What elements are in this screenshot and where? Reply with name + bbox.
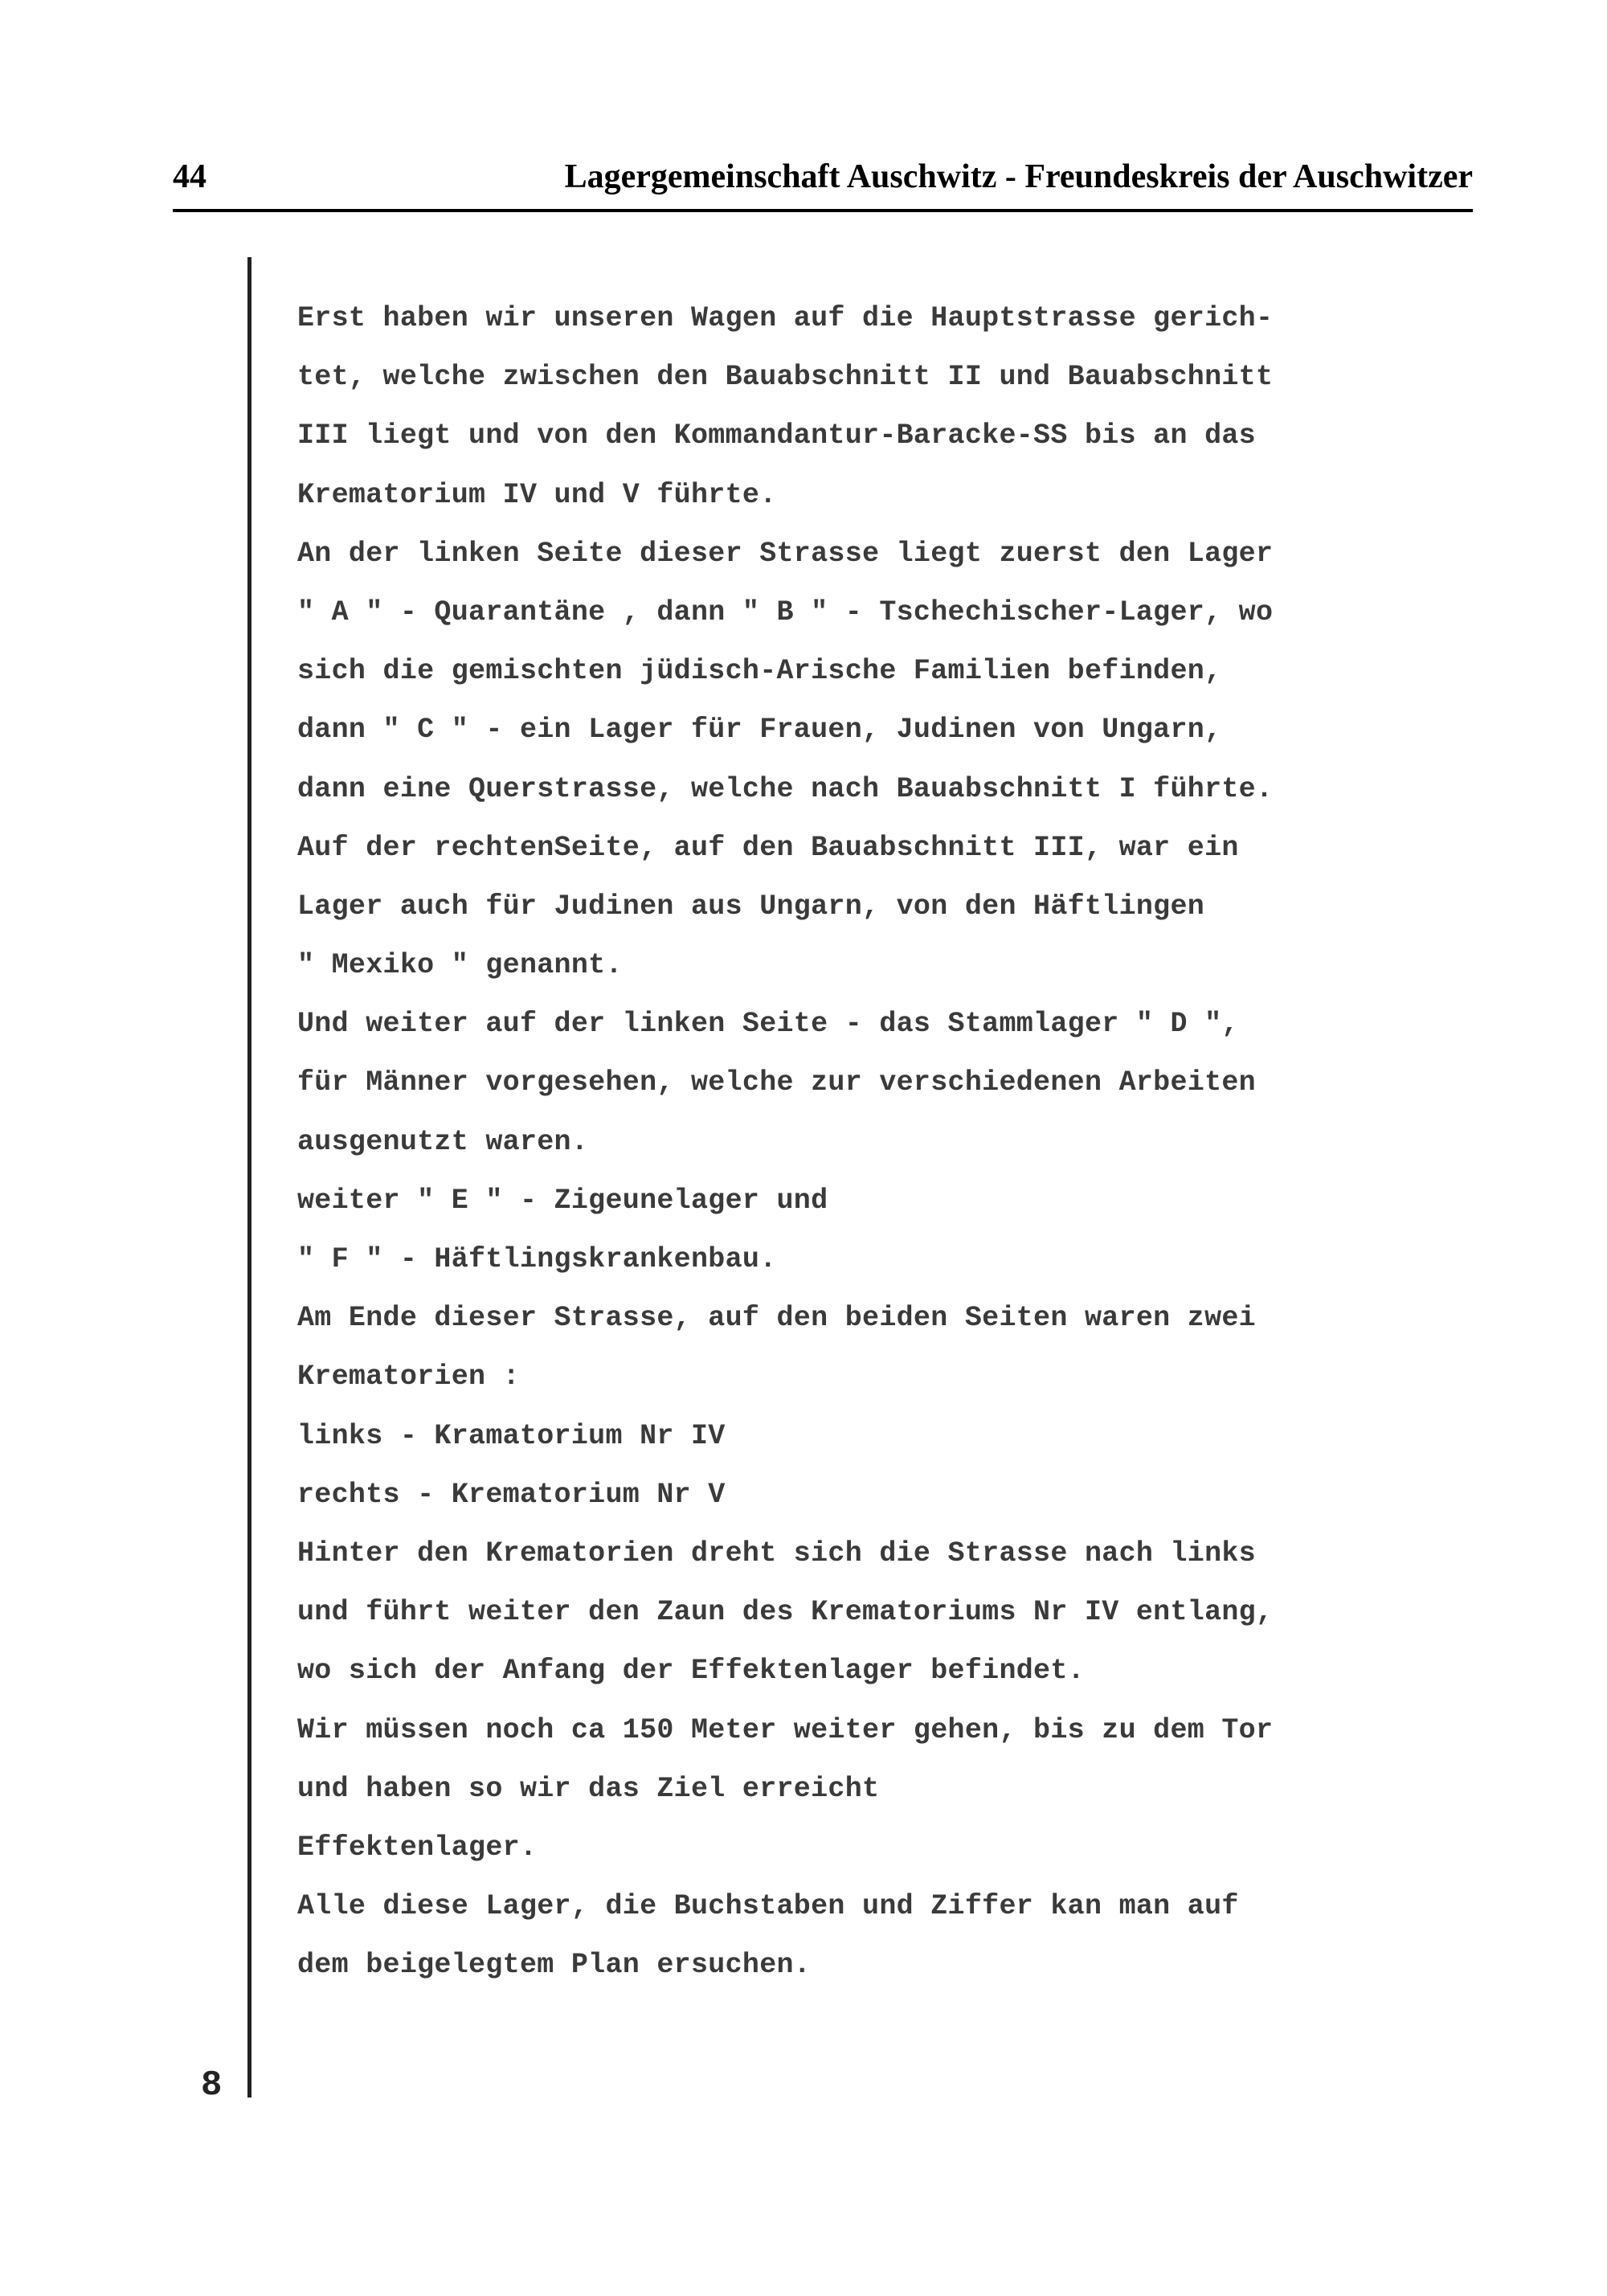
- text-line: An der linken Seite dieser Strasse liegt zuerst den Lager: [297, 537, 1274, 570]
- text-line: Hinter den Krematorien dreht sich die Strasse nach links: [297, 1537, 1256, 1570]
- text-line: III liegt und von den Kommandantur-Baracke-SS bis an das: [297, 420, 1256, 452]
- text-line: Krematorium IV und V führte.: [297, 478, 777, 511]
- text-line: und haben so wir das Ziel erreicht: [297, 1772, 880, 1805]
- text-line: Lager auch für Judinen aus Ungarn, von den Häftlingen: [297, 890, 1205, 923]
- text-line: dem beigelegtem Plan ersuchen.: [297, 1949, 812, 1982]
- text-line: " A " - Quarantäne , dann " B " - Tschechischer-Lager, wo: [297, 595, 1274, 628]
- text-line: wo sich der Anfang der Effektenlager befindet.: [297, 1655, 1085, 1688]
- text-line: Effektenlager.: [297, 1831, 538, 1864]
- text-line: " Mexiko " genannt.: [297, 949, 623, 982]
- text-line: für Männer vorgesehen, welche zur verschiedenen Arbeiten: [297, 1066, 1256, 1099]
- text-line: weiter " E " - Zigeunelager und: [297, 1184, 828, 1217]
- text-line: dann eine Querstrasse, welche nach Bauabschnitt I führte.: [297, 772, 1274, 805]
- text-line: Krematorien :: [297, 1361, 520, 1394]
- text-line: " F " - Häftlingskrankenbau.: [297, 1243, 777, 1275]
- typescript-page-number: 8: [201, 2065, 223, 2106]
- text-line: Am Ende dieser Strasse, auf den beiden Seiten waren zwei: [297, 1302, 1256, 1335]
- text-line: ausgenutzt waren.: [297, 1125, 589, 1158]
- text-line: sich die gemischten jüdisch-Arische Familien befinden,: [297, 655, 1222, 688]
- header-page-number: 44: [173, 158, 206, 195]
- text-line: tet, welche zwischen den Bauabschnitt II und Bauabschnitt: [297, 361, 1274, 394]
- text-line: rechts - Krematorium Nr V: [297, 1478, 726, 1511]
- typescript-body: [297, 289, 1273, 1995]
- text-line: Alle diese Lager, die Buchstaben und Ziffer kan man auf: [297, 1890, 1239, 1923]
- text-line: Auf der rechtenSeite, auf den Bauabschnitt III, war ein: [297, 831, 1239, 864]
- margin-rule: [247, 257, 251, 2098]
- text-line: Und weiter auf der linken Seite - das Stammlager " D ",: [297, 1008, 1239, 1041]
- text-line: dann " C " - ein Lager für Frauen, Judinen von Ungarn,: [297, 714, 1222, 747]
- text-line: Wir müssen noch ca 150 Meter weiter gehen, bis zu dem Tor: [297, 1713, 1274, 1746]
- header-title: Lagergemeinschaft Auschwitz - Freundeskreis der Auschwitzer: [564, 158, 1473, 195]
- text-line: links - Kramatorium Nr IV: [297, 1419, 726, 1452]
- text-line: Erst haben wir unseren Wagen auf die Hauptstrasse gerich-: [297, 302, 1274, 334]
- text-line: und führt weiter den Zaun des Krematoriums Nr IV entlang,: [297, 1596, 1274, 1629]
- header-divider: [173, 209, 1473, 212]
